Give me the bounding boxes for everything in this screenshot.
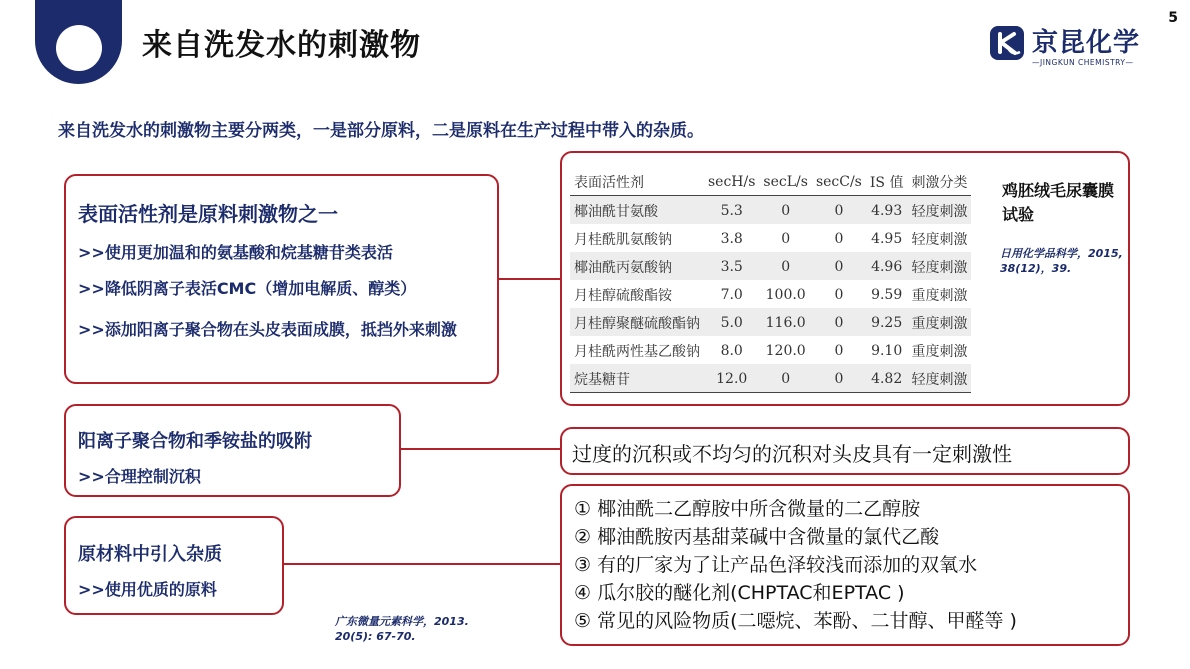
table-cell: 月桂酰肌氨酸钠	[574, 231, 672, 248]
table-cell: 9.25	[866, 308, 908, 336]
test-method-title: 鸡胚绒毛尿囊膜试验	[1002, 181, 1115, 224]
table-cell: 0	[781, 230, 791, 247]
bottom-citation: 广东微量元素科学，2013. 20(5): 67-70.	[335, 615, 469, 643]
table-cell: 116.0	[759, 308, 812, 336]
column-header: secC/s	[812, 169, 866, 196]
table-row	[570, 280, 971, 308]
table-cell: 4.95	[871, 230, 903, 247]
logo-name: 京昆化学	[1032, 28, 1141, 58]
table-header-row	[570, 169, 971, 196]
list-item: ③ 有的厂家为了让产品色泽较浅而添加的双氧水	[574, 554, 978, 576]
impurity-box	[64, 516, 284, 615]
table-row	[570, 196, 971, 225]
table-cell: 4.93	[866, 196, 908, 225]
table-cell: 重度刺激	[907, 308, 971, 336]
table-cell: 3.8	[720, 230, 743, 247]
table-row	[570, 252, 971, 280]
table-cell: 0	[834, 230, 844, 247]
table-cell: 8.0	[720, 342, 743, 359]
list-item: ④ 瓜尔胶的醚化剂(CHPTAC和EPTAC )	[574, 582, 905, 604]
table-cell: 轻度刺激	[907, 196, 971, 225]
table-cell: 12.0	[704, 364, 759, 393]
column-header: 刺激分类	[907, 169, 971, 196]
table-cell: 9.10	[871, 342, 903, 359]
connector-line	[497, 278, 560, 280]
table-cell: 月桂醇聚醚硫酸酯钠	[570, 308, 704, 336]
cationic-point-1: >>合理控制沉积	[78, 467, 201, 486]
surfactant-point-3: >>添加阳离子聚合物在头皮表面成膜，抵挡外来刺激	[78, 320, 457, 339]
page-title: 来自洗发水的刺激物	[142, 28, 421, 63]
table-cell: 9.59	[871, 286, 903, 303]
table-row	[570, 224, 971, 252]
table-cell: 轻度刺激	[907, 252, 971, 280]
table-row	[570, 336, 971, 364]
intro-text: 来自洗发水的刺激物主要分两类，一是部分原料，二是原料在生产过程中带入的杂质。	[58, 121, 704, 141]
table-cell: 重度刺激	[911, 287, 968, 304]
impurity-box-title: 原材料中引入杂质	[78, 544, 222, 565]
deposition-note: 过度的沉积或不均匀的沉积对头皮具有一定刺激性	[572, 442, 1012, 466]
table-cell: 4.96	[866, 252, 908, 280]
table-cell: 0	[759, 252, 812, 280]
table-cell: 椰油酰甘氨酸	[570, 196, 704, 225]
list-item: ⑤ 常见的风险物质(二噁烷、苯酚、二甘醇、甲醛等 )	[574, 610, 1017, 632]
column-header: 表面活性剂	[570, 169, 704, 196]
table-cell: 0	[834, 286, 844, 303]
logo-subtitle: —JINGKUN CHEMISTRY—	[1032, 58, 1134, 67]
surfactant-box	[64, 174, 499, 384]
surfactant-point-2: >>降低阴离子表活CMC（增加电解质、醇类）	[78, 279, 417, 298]
column-header: IS 值	[866, 169, 908, 196]
column-header: secL/s	[759, 169, 812, 196]
connector-line	[282, 563, 560, 565]
impurity-point-1: >>使用优质的原料	[78, 580, 217, 599]
table-cell: 120.0	[765, 342, 806, 359]
surfactant-box-title: 表面活性剂是原料刺激物之一	[78, 202, 338, 226]
list-item: ① 椰油酰二乙醇胺中所含微量的二乙醇胺	[574, 498, 921, 520]
table-cell: 0	[812, 196, 866, 225]
jingkun-logo-icon	[988, 22, 1028, 66]
table-cell: 0	[812, 364, 866, 393]
table-cell: 椰油酰丙氨酸钠	[570, 252, 704, 280]
table-cell: 0	[834, 342, 844, 359]
cationic-box	[64, 404, 401, 497]
surfactant-point-1: >>使用更加温和的氨基酸和烷基糖苷类表活	[78, 243, 393, 262]
irritation-table-box	[560, 151, 1130, 406]
circle-icon	[56, 25, 102, 71]
table-cell: 0	[812, 252, 866, 280]
table-cell: 月桂酰两性基乙酸钠	[574, 343, 700, 360]
table-cell: 月桂醇硫酸酯铵	[574, 287, 672, 304]
irritation-table	[570, 169, 971, 393]
list-item: ② 椰油酰胺丙基甜菜碱中含微量的氯代乙酸	[574, 526, 940, 548]
table-cell: 0	[812, 308, 866, 336]
page-number: 5	[1168, 10, 1178, 26]
table-cell: 0	[759, 364, 812, 393]
table-cell: 5.0	[704, 308, 759, 336]
deposition-note-box	[560, 427, 1130, 475]
table-row	[570, 364, 971, 393]
impurity-list-box	[560, 484, 1130, 646]
table-citation: 日用化学品科学，2015, 38(12)，39.	[1000, 247, 1123, 275]
table-cell: 100.0	[765, 286, 806, 303]
table-cell: 0	[759, 196, 812, 225]
table-cell: 轻度刺激	[911, 231, 968, 248]
table-cell: 5.3	[704, 196, 759, 225]
table-cell: 轻度刺激	[907, 364, 971, 393]
cationic-box-title: 阳离子聚合物和季铵盐的吸附	[78, 431, 312, 452]
table-cell: 4.82	[866, 364, 908, 393]
table-cell: 7.0	[720, 286, 743, 303]
table-cell: 3.5	[704, 252, 759, 280]
connector-line	[399, 448, 560, 450]
table-row	[570, 308, 971, 336]
company-logo	[988, 22, 1158, 72]
column-header: secH/s	[704, 169, 759, 196]
table-cell: 烷基糖苷	[570, 364, 704, 393]
table-cell: 重度刺激	[911, 343, 968, 360]
